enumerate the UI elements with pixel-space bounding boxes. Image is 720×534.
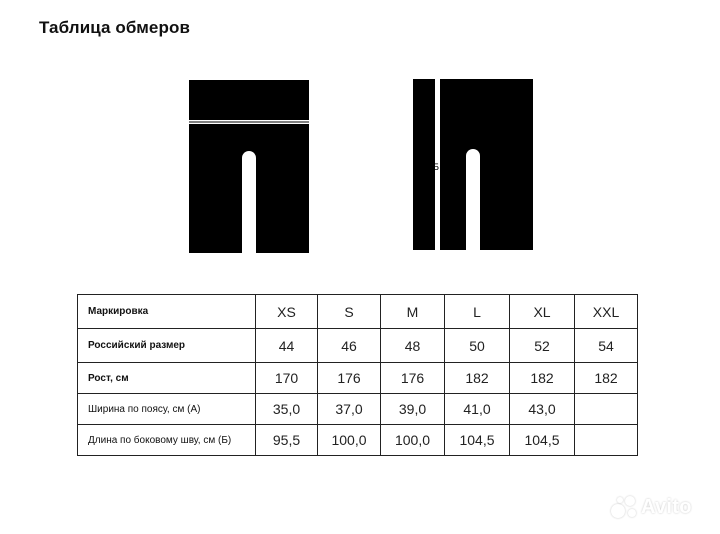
table-cell: 43,0: [510, 394, 575, 425]
table-cell: [575, 394, 638, 425]
table-cell: XS: [256, 295, 318, 329]
table-cell: 48: [381, 329, 445, 363]
page-title: Таблица обмеров: [39, 18, 190, 37]
table-cell: 104,5: [445, 425, 510, 456]
table-cell: 46: [318, 329, 381, 363]
avito-dots-icon: [611, 494, 637, 520]
table-cell: 35,0: [256, 394, 318, 425]
table-cell: 100,0: [381, 425, 445, 456]
table-cell: [575, 425, 638, 456]
table-cell: 176: [381, 363, 445, 394]
table-cell: 50: [445, 329, 510, 363]
table-cell: 100,0: [318, 425, 381, 456]
row-header: Рост, см: [78, 363, 256, 394]
side-seam-measure-label: Б: [433, 163, 440, 173]
table-cell: 95,5: [256, 425, 318, 456]
table-cell: 39,0: [381, 394, 445, 425]
pants-side-view: [413, 79, 533, 251]
table-cell: S: [318, 295, 381, 329]
table-cell: 182: [510, 363, 575, 394]
table-cell: 37,0: [318, 394, 381, 425]
table-cell: 104,5: [510, 425, 575, 456]
row-header: Маркировка: [78, 295, 256, 329]
table-row: [78, 329, 638, 363]
table-cell: M: [381, 295, 445, 329]
table-row: [78, 295, 638, 329]
avito-watermark: [611, 494, 692, 520]
pants-front-view: [189, 80, 309, 254]
row-header: Длина по боковому шву, см (Б): [78, 425, 256, 456]
table-cell: 44: [256, 329, 318, 363]
size-table: [77, 294, 638, 456]
row-header: Ширина по поясу, см (А): [78, 394, 256, 425]
table-cell: 182: [445, 363, 510, 394]
table-cell: 54: [575, 329, 638, 363]
table-cell: XL: [510, 295, 575, 329]
table-row: [78, 425, 638, 456]
waist-measure-label: А: [246, 126, 253, 136]
table-cell: XXL: [575, 295, 638, 329]
table-row: [78, 394, 638, 425]
table-cell: 170: [256, 363, 318, 394]
table-cell: 176: [318, 363, 381, 394]
table-cell: 41,0: [445, 394, 510, 425]
table-cell: 182: [575, 363, 638, 394]
table-cell: 52: [510, 329, 575, 363]
watermark-text: Avito: [641, 495, 692, 518]
table-cell: L: [445, 295, 510, 329]
table-row: [78, 363, 638, 394]
row-header: Российский размер: [78, 329, 256, 363]
